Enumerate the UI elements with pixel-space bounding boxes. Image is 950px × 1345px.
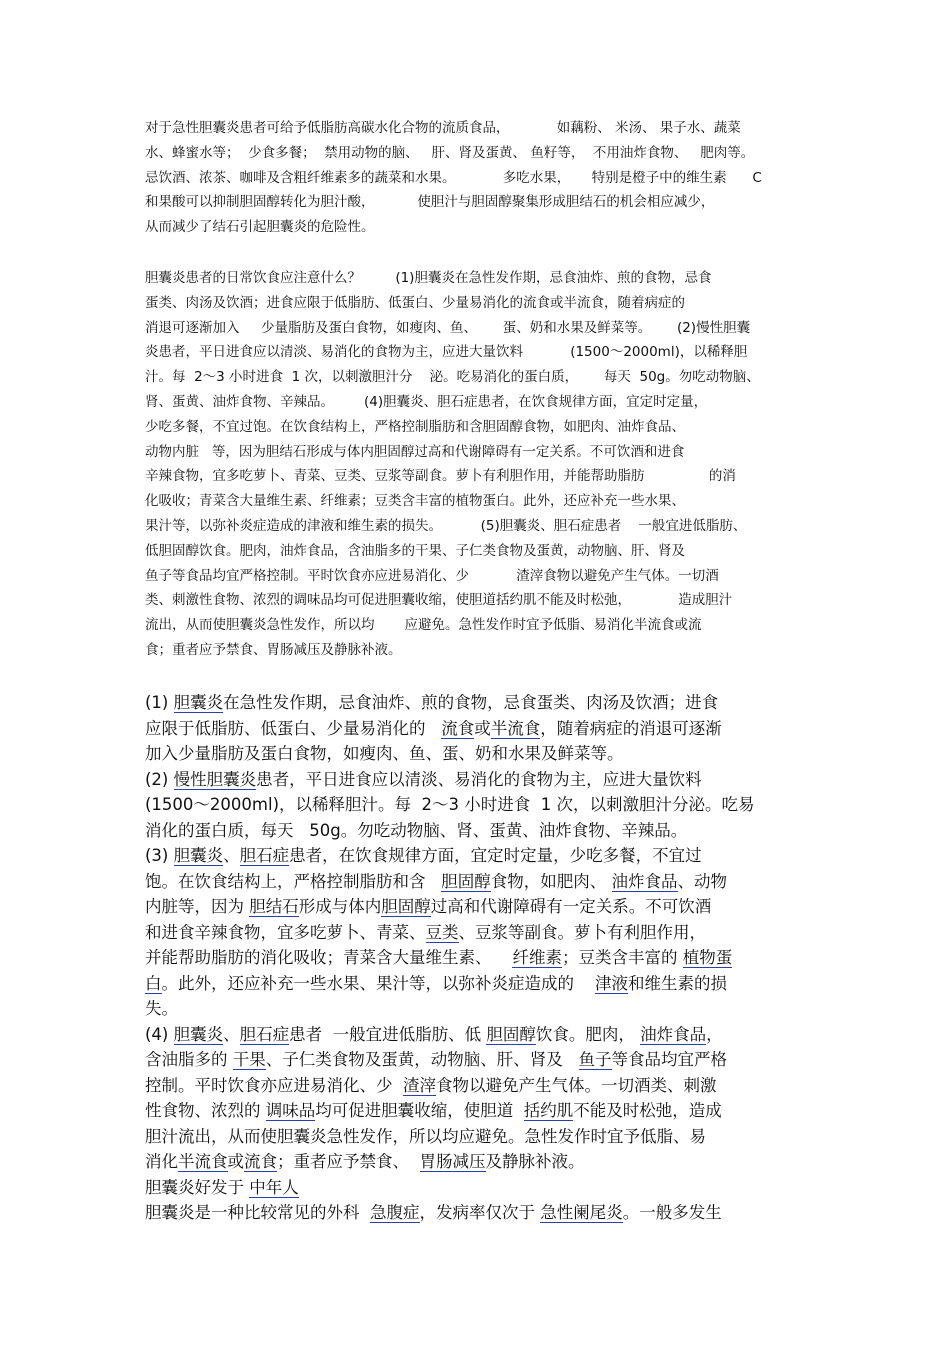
- keyword-link[interactable]: 胆石症: [239, 1024, 290, 1044]
- text-segment: 、: [223, 846, 240, 865]
- text-segment: 和维生素的损: [627, 973, 727, 993]
- keyword-link[interactable]: 流食: [441, 718, 475, 738]
- text-segment: 加入少量脂肪及蛋白食物，如瘦肉、鱼、蛋、奶和水果及鲜菜等。: [145, 744, 624, 763]
- keyword-link[interactable]: 津液: [594, 973, 628, 993]
- text-segment: 失。: [145, 999, 178, 1018]
- text-segment: 胆汁流出，从而使胆囊炎急性发作，所以均应避免。急性发作时宜予低脂、易: [145, 1126, 706, 1146]
- text-segment: ，随着病症的消退可逐渐: [540, 718, 722, 738]
- keyword-link[interactable]: 胆固醇: [381, 897, 431, 916]
- paragraph-linked-text: [145, 690, 817, 1226]
- text-line: 水、蜂蜜水等； 少食多餐； 禁用动物的脑、 肝、肾及蛋黄、 鱼籽等， 不用油炸食物、 肥肉等。: [145, 144, 755, 161]
- text-line: 动物内脏 等，因为胆结石形成与体内胆固醇过高和代谢障碍有一定关系。不可饮酒和进食: [145, 443, 685, 460]
- paragraph-acute-diet: [145, 116, 817, 240]
- text-segment: 含油脂多的: [145, 1050, 233, 1069]
- text-segment: (4): [145, 1024, 174, 1044]
- keyword-link[interactable]: 急腹症: [370, 1203, 420, 1222]
- keyword-link[interactable]: 胆囊炎: [173, 693, 224, 712]
- text-segment: 、: [223, 1024, 240, 1044]
- text-line: [145, 1098, 817, 1124]
- keyword-link[interactable]: 渣滓: [403, 1075, 436, 1095]
- text-line: [145, 741, 817, 767]
- text-segment: ；豆类含丰富的: [561, 948, 683, 967]
- text-segment: 或: [227, 1152, 244, 1171]
- keyword-link[interactable]: 纤维素: [512, 948, 562, 967]
- text-line: [145, 1047, 817, 1073]
- keyword-link[interactable]: 干果: [232, 1050, 266, 1069]
- text-line: [145, 792, 817, 818]
- keyword-link[interactable]: 胆囊炎: [173, 846, 224, 865]
- keyword-link[interactable]: 胆囊炎: [173, 1024, 224, 1044]
- text-segment: 均可促进胆囊收缩，使胆道: [315, 1101, 524, 1120]
- text-segment: 过高和代谢障碍有一定关系。不可饮酒: [430, 897, 712, 916]
- keyword-link[interactable]: 胆石症: [239, 846, 290, 865]
- text-line: [145, 1124, 817, 1150]
- text-line: [145, 716, 817, 742]
- text-segment: 食物，如肥肉、: [490, 871, 612, 891]
- keyword-link[interactable]: 半流食: [490, 718, 541, 738]
- keyword-link[interactable]: 鱼子: [578, 1050, 612, 1069]
- text-segment: 、动物: [677, 871, 727, 891]
- keyword-link[interactable]: 豆类: [425, 922, 459, 942]
- keyword-link[interactable]: 急性阑尾炎: [540, 1203, 623, 1222]
- text-segment: 、豆浆等副食。萝卜有利胆作用，: [458, 922, 706, 942]
- text-line: 低胆固醇饮食。肥肉，油炸食品，含油脂多的干果、子仁类食物及蛋黄，动物脑、肝、肾及: [145, 542, 685, 559]
- text-segment: 在急性发作期，忌食油炸、煎的食物，忌食蛋类、肉汤及饮酒；进食: [223, 693, 719, 712]
- text-line: 辛辣食物，宜多吃萝卜、青菜、豆类、豆浆等副食。萝卜有利胆作用，并能帮助脂肪 的消: [145, 468, 736, 485]
- paragraph-daily-diet: [145, 266, 817, 663]
- text-line: 汁。每 2～3 小时进食 1 次，以刺激胆汁分 泌。吃易消化的蛋白质， 每天 50g。勿吃动物脑、: [145, 369, 760, 386]
- keyword-link[interactable]: 胃肠减压: [419, 1152, 486, 1171]
- text-line: 胆囊炎患者的日常饮食应注意什么？ (1)胆囊炎在急性发作期，忌食油炸、煎的食物，忌食: [145, 270, 712, 286]
- text-segment: 胆囊炎是一种比较常见的外科: [145, 1203, 370, 1222]
- keyword-link[interactable]: 胆结石: [249, 897, 299, 916]
- text-segment: 控制。平时饮食亦应进易消化、少: [145, 1075, 403, 1095]
- keyword-link[interactable]: 慢性胆囊炎: [173, 769, 257, 789]
- text-line: [145, 894, 817, 920]
- keyword-link[interactable]: 调味品: [265, 1101, 316, 1120]
- text-segment: 患者，平日进食应以清淡、易消化的食物为主，应进大量饮料: [256, 769, 702, 789]
- keyword-link[interactable]: 植物蛋: [682, 948, 733, 967]
- text-segment: 饮食。肥肉，: [535, 1024, 641, 1044]
- text-segment: 性食物、浓烈的: [145, 1101, 266, 1120]
- text-segment: (3): [145, 846, 174, 865]
- text-segment: (2): [145, 769, 174, 789]
- text-segment: 。一般多发生: [622, 1203, 722, 1222]
- text-line: [145, 996, 817, 1022]
- text-line: 对于急性胆囊炎患者可给予低脂肪高碳水化合物的流质食品， 如藕粉、 米汤、 果子水、蔬菜: [145, 120, 741, 136]
- text-segment: 、子仁类食物及蛋黄，动物脑、肝、肾及: [265, 1050, 579, 1069]
- text-segment: 形成与体内: [298, 897, 382, 916]
- text-line: 少吃多餐，不宜过饱。在饮食结构上，严格控制脂肪和含胆固醇食物，如肥肉、油炸食品、: [145, 418, 685, 435]
- text-segment: 患者，在饮食规律方面，宜定时定量，少吃多餐，不宜过: [289, 846, 702, 865]
- text-line: 炎患者，平日进食应以清淡、易消化的食物为主，应进大量饮料 (1500～2000ml)，以稀释胆: [145, 344, 748, 361]
- text-segment: 患者 一般宜进低脂肪、低: [289, 1024, 487, 1044]
- text-line: 从而减少了结石引起胆囊炎的危险性。: [145, 219, 375, 236]
- keyword-link[interactable]: 油炸食品: [611, 871, 678, 891]
- text-segment: ；重者应予禁食、: [277, 1152, 420, 1171]
- text-segment: 和进食辛辣食物，宜多吃萝卜、青菜、: [145, 922, 426, 942]
- text-segment: 或: [474, 718, 491, 738]
- text-segment: 不能及时松弛，造成: [573, 1101, 722, 1120]
- text-segment: 消化的蛋白质，每天 50g。勿吃动物脑、肾、蛋黄、油炸食物、辛辣品。: [145, 820, 688, 840]
- text-line: 化吸收；青菜含大量维生素、纤维素；豆类含丰富的植物蛋白。此外，还应补充一些水果、: [145, 493, 685, 510]
- keyword-link[interactable]: 油炸食品: [640, 1024, 707, 1044]
- text-segment: 及静脉补液。: [485, 1152, 585, 1171]
- text-segment: (1): [145, 693, 174, 712]
- keyword-link[interactable]: 中年人: [249, 1177, 299, 1197]
- text-segment: 等食品均宜严格: [611, 1050, 727, 1069]
- text-line: [145, 1073, 817, 1099]
- text-segment: 饱。在饮食结构上，严格控制脂肪和含: [145, 871, 442, 891]
- text-line: 类、刺激性食物、浓烈的调味品均可促进胆囊收缩，使胆道括约肌不能及时松弛， 造成胆汁: [145, 592, 733, 609]
- text-line: [145, 971, 817, 997]
- keyword-link[interactable]: 括约肌: [523, 1101, 574, 1120]
- text-line: [145, 818, 817, 844]
- text-segment: ，发病率仅次于: [419, 1203, 541, 1222]
- text-line: 果汁等，以弥补炎症造成的津液和维生素的损失。 (5)胆囊炎、胆石症患者 一般宜进低脂肪、: [145, 517, 747, 534]
- keyword-link[interactable]: 流食: [244, 1152, 277, 1171]
- text-line: 消退可逐渐加入 少量脂肪及蛋白食物，如瘦肉、鱼、 蛋、奶和水果及鲜菜等。 (2)慢性胆囊: [145, 319, 751, 336]
- text-segment: 应限于低脂肪、低蛋白、少量易消化的: [145, 718, 442, 738]
- text-line: [145, 920, 817, 946]
- text-segment: 并能帮助脂肪的消化吸收；青菜含大量维生素、: [145, 948, 513, 967]
- text-line: 肾、蛋黄、油炸食物、辛辣品。 (4)胆囊炎、胆石症患者，在饮食规律方面，宜定时定量，: [145, 393, 708, 410]
- keyword-link[interactable]: 胆固醇: [486, 1024, 536, 1044]
- text-segment: ，: [706, 1024, 723, 1044]
- keyword-link[interactable]: 胆固醇: [441, 871, 491, 891]
- text-segment: 消化: [145, 1152, 178, 1171]
- keyword-link[interactable]: 半流食: [178, 1152, 228, 1171]
- text-line: [145, 1149, 817, 1175]
- text-segment: 食物以避免产生气体。一切酒类、刺激: [436, 1075, 717, 1095]
- keyword-link[interactable]: 白: [145, 973, 162, 993]
- text-line: 和果酸可以抑制胆固醇转化为胆汁酸， 使胆汁与胆固醇聚集形成胆结石的机会相应减少，: [145, 194, 715, 211]
- text-segment: (1500～2000ml)，以稀释胆汁。每 2～3 小时进食 1 次，以刺激胆汁分泌。吃易: [145, 795, 755, 814]
- text-line: 忌饮酒、浓茶、咖啡及含粗纤维素多的蔬菜和水果。 多吃水果， 特别是橙子中的维生素 C: [145, 169, 762, 186]
- text-line: [145, 1200, 817, 1226]
- text-line: [145, 843, 817, 869]
- text-segment: 内脏等，因为: [145, 897, 250, 916]
- text-line: [145, 767, 817, 793]
- text-line: 流出，从而使胆囊炎急性发作，所以均 应避免。急性发作时宜予低脂、易消化半流食或流: [145, 617, 702, 634]
- text-line: [145, 1175, 817, 1201]
- text-segment: 。此外，还应补充一些水果、果汁等，以弥补炎症造成的: [161, 973, 595, 993]
- text-line: [145, 1022, 817, 1048]
- text-line: 蛋类、肉汤及饮酒；进食应限于低脂肪、低蛋白、少量易消化的流食或半流食，随着病症的: [145, 294, 685, 311]
- text-line: [145, 690, 817, 716]
- text-line: [145, 945, 817, 971]
- text-segment: 胆囊炎好发于: [145, 1177, 250, 1197]
- text-line: 食；重者应予禁食、胃肠减压及静脉补液。: [145, 641, 402, 658]
- text-line: [145, 869, 817, 895]
- text-line: 鱼子等食品均宜严格控制。平时饮食亦应进易消化、少 渣滓食物以避免产生气体。一切酒: [145, 567, 719, 584]
